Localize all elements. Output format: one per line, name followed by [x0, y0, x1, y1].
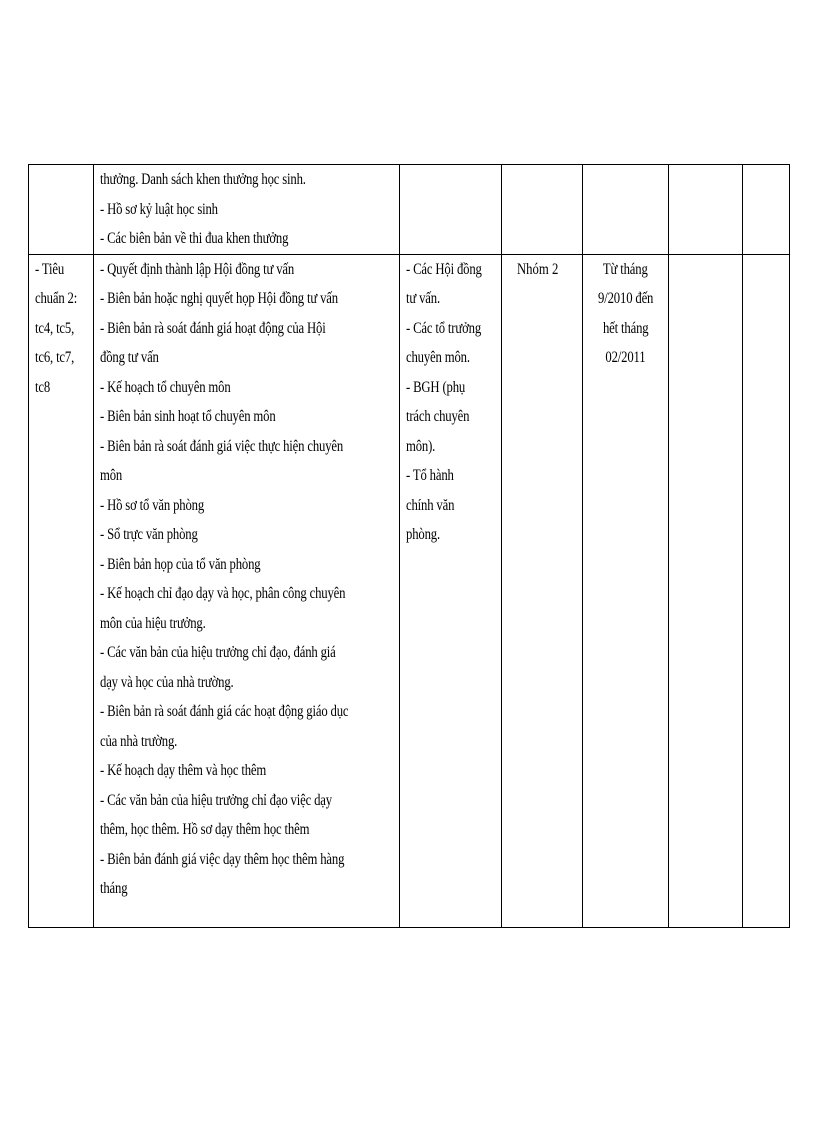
table-cell [502, 165, 583, 255]
table-cell-criterion [29, 254, 94, 927]
text-line-content: - Tổ hành [406, 467, 454, 484]
text-line [100, 432, 393, 462]
text-line-content: - Các biên bản về thi đua khen thưởng [100, 230, 289, 247]
text-line-content: - Biên bản đánh giá việc dạy thêm học thêm hàng [100, 850, 345, 868]
text-line [100, 697, 393, 727]
text-line-content: hết tháng [602, 319, 649, 337]
text-line-content: - Các văn bản của hiệu trưởng chỉ đạo, đánh giá [100, 644, 336, 661]
text-line-content: - Biên bản rà soát đánh giá hoạt động của Hội [100, 319, 326, 337]
text-line-content: - Biên bản họp của tổ văn phòng [100, 555, 261, 573]
text-line [406, 314, 495, 344]
text-line-content: 9/2010 đến [597, 290, 654, 307]
text-line [406, 461, 495, 491]
text-line-content: chuẩn 2: [35, 290, 78, 307]
text-line-content: phòng. [406, 526, 440, 543]
table-cell-documents [94, 254, 400, 927]
text-line [406, 343, 495, 373]
text-line [100, 314, 393, 344]
table-row [29, 165, 790, 255]
text-line [100, 195, 393, 225]
text-line [100, 550, 393, 580]
text-line [589, 284, 662, 314]
text-line [100, 668, 393, 698]
text-line [100, 727, 393, 757]
text-line-content: tc8 [35, 378, 51, 396]
text-line-content: - Biên bản hoặc nghị quyết họp Hội đồng tư vấn [100, 290, 338, 307]
table-cell [669, 165, 743, 255]
text-line [589, 343, 662, 373]
text-line-content: - Biên bản rà soát đánh giá các hoạt động giáo dục [100, 703, 349, 720]
text-line-content: - Các văn bản của hiệu trưởng chỉ đạo việc dạy [100, 791, 332, 809]
table-cell-responsible [400, 254, 502, 927]
text-line [100, 815, 393, 845]
text-line [100, 491, 393, 521]
text-line-content: tc4, tc5, [35, 319, 75, 337]
text-line [100, 402, 393, 432]
text-line [100, 845, 393, 875]
text-line-content: 02/2011 [605, 349, 646, 366]
text-line [100, 638, 393, 668]
text-line [35, 284, 87, 314]
text-line [406, 284, 495, 314]
text-line [406, 520, 495, 550]
text-line-content: tháng [100, 880, 128, 897]
text-line [100, 786, 393, 816]
text-line [35, 373, 87, 403]
table-cell [583, 165, 669, 255]
text-line-content: - Quyết định thành lập Hội đồng tư vấn [100, 260, 295, 278]
text-line-content: - Biên bản rà soát đánh giá việc thực hiện chuyên [100, 437, 344, 455]
table-cell-time [583, 254, 669, 927]
text-line-content: thêm, học thêm. Hồ sơ dạy thêm học thêm [100, 821, 310, 838]
text-line-content: - Các Hội đồng [406, 260, 482, 278]
text-line-content: - Biên bản sinh hoạt tổ chuyên môn [100, 408, 276, 425]
table-cell [669, 254, 743, 927]
text-line-content: tư vấn. [406, 290, 440, 307]
text-line-content: thưởng. Danh sách khen thưởng học sinh. [100, 171, 306, 188]
text-line-content: của nhà trường. [100, 732, 178, 750]
text-line [100, 874, 393, 904]
text-line-content: môn). [406, 437, 436, 455]
text-line-content: - Hồ sơ tổ văn phòng [100, 496, 205, 514]
text-line [35, 255, 87, 285]
text-line [100, 609, 393, 639]
text-line [35, 343, 87, 373]
text-line [100, 373, 393, 403]
text-line-content: - Kế hoạch chỉ đạo dạy và học, phân công chuyên [100, 585, 346, 602]
text-line [406, 255, 495, 285]
text-line [35, 314, 87, 344]
text-line-content: - Kế hoạch tổ chuyên môn [100, 378, 231, 396]
text-line [589, 255, 662, 285]
text-line-content: Từ tháng [603, 260, 648, 278]
text-line-content: môn của hiệu trưởng. [100, 614, 206, 632]
text-line [100, 579, 393, 609]
text-line [406, 432, 495, 462]
text-line [100, 461, 393, 491]
text-line [100, 255, 393, 285]
text-line-content: - Sổ trực văn phòng [100, 526, 198, 543]
table-cell-group [502, 254, 583, 927]
text-line [406, 491, 495, 521]
text-line [100, 284, 393, 314]
table-cell [743, 254, 790, 927]
text-line-content: trách chuyên [406, 408, 470, 425]
text-line [100, 224, 393, 254]
text-line-content: - Hồ sơ kỷ luật học sinh [100, 200, 218, 218]
text-line [100, 756, 393, 786]
table-cell-documents [94, 165, 400, 255]
text-line [589, 314, 662, 344]
text-line-content: chính văn [406, 496, 455, 514]
text-line-content: - Các tổ trưởng [406, 319, 482, 337]
table-row [29, 254, 790, 927]
text-line-content: đồng tư vấn [100, 349, 159, 366]
text-line [406, 373, 495, 403]
table-cell [400, 165, 502, 255]
text-line-content: môn [100, 467, 123, 484]
document-table [28, 164, 790, 928]
text-line [100, 520, 393, 550]
text-line-content: tc6, tc7, [35, 349, 75, 366]
text-line [100, 165, 393, 195]
text-line-content: - Tiêu [35, 260, 65, 278]
text-line [406, 402, 495, 432]
text-line-content: chuyên môn. [406, 349, 470, 366]
text-line [100, 343, 393, 373]
table-cell [29, 165, 94, 255]
text-line-content: - BGH (phụ [406, 378, 466, 396]
text-line-content: dạy và học của nhà trường. [100, 673, 234, 691]
table-cell [743, 165, 790, 255]
group-label: Nhóm 2 [516, 260, 559, 278]
text-line-content: - Kế hoạch dạy thêm và học thêm [100, 762, 267, 779]
